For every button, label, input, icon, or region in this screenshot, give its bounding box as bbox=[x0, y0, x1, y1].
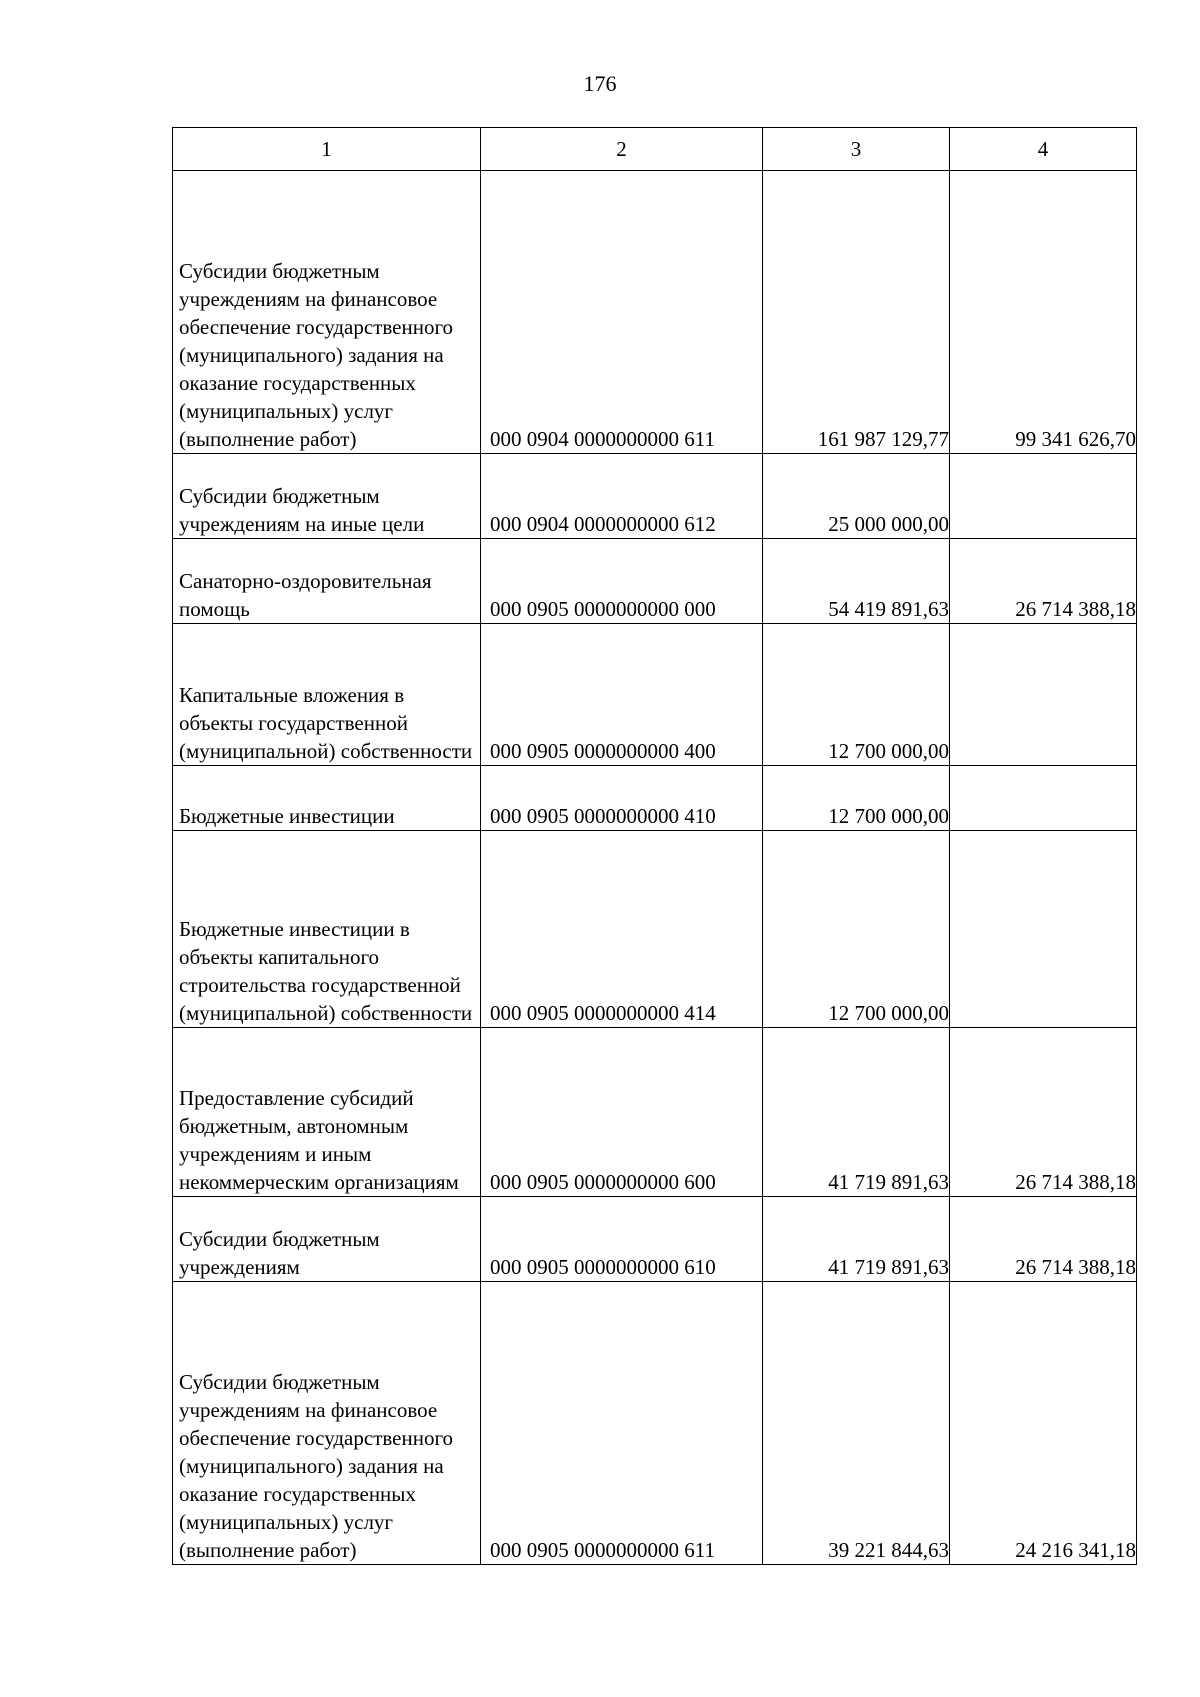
row-name: Санаторно-оздоровительная помощь bbox=[173, 539, 481, 624]
row-amount: 41 719 891,63 bbox=[763, 1028, 950, 1197]
row-amount: 12 700 000,00 bbox=[763, 766, 950, 831]
row-amount: 54 419 891,63 bbox=[763, 539, 950, 624]
table-row bbox=[173, 766, 1137, 831]
row-code: 000 0905 0000000000 400 bbox=[481, 624, 763, 766]
row-code: 000 0905 0000000000 414 bbox=[481, 831, 763, 1028]
row-name: Субсидии бюджетным учреждениям на иные цели bbox=[173, 454, 481, 539]
table-row bbox=[173, 624, 1137, 766]
table-row bbox=[173, 454, 1137, 539]
table-row bbox=[173, 171, 1137, 454]
row-name: Субсидии бюджетным учреждениям на финансовое обеспечение государственного (муниципального) задания на оказание государственных (муниципальных) услуг (выполнение работ) bbox=[173, 171, 481, 454]
row-name: Субсидии бюджетным учреждениям на финансовое обеспечение государственного (муниципального) задания на оказание государственных (муниципальных) услуг (выполнение работ) bbox=[173, 1282, 481, 1565]
row-executed: 24 216 341,18 bbox=[950, 1282, 1137, 1565]
row-executed bbox=[950, 831, 1137, 1028]
row-code: 000 0905 0000000000 410 bbox=[481, 766, 763, 831]
row-amount: 39 221 844,63 bbox=[763, 1282, 950, 1565]
column-header-4: 4 bbox=[950, 128, 1137, 171]
page-number: 176 bbox=[583, 71, 617, 96]
table-row bbox=[173, 539, 1137, 624]
row-amount: 161 987 129,77 bbox=[763, 171, 950, 454]
row-name: Капитальные вложения в объекты государственной (муниципальной) собственности bbox=[173, 624, 481, 766]
column-header-2: 2 bbox=[481, 128, 763, 171]
table-row bbox=[173, 1197, 1137, 1282]
row-code: 000 0905 0000000000 611 bbox=[481, 1282, 763, 1565]
table-row bbox=[173, 1028, 1137, 1197]
row-executed: 99 341 626,70 bbox=[950, 171, 1137, 454]
table-row bbox=[173, 831, 1137, 1028]
row-code: 000 0904 0000000000 611 bbox=[481, 171, 763, 454]
row-executed: 26 714 388,18 bbox=[950, 539, 1137, 624]
row-code: 000 0904 0000000000 612 bbox=[481, 454, 763, 539]
row-executed: 26 714 388,18 bbox=[950, 1197, 1137, 1282]
row-name: Предоставление субсидий бюджетным, автономным учреждениям и иным некоммерческим организациям bbox=[173, 1028, 481, 1197]
row-executed bbox=[950, 454, 1137, 539]
row-amount: 12 700 000,00 bbox=[763, 624, 950, 766]
table-header-row bbox=[173, 128, 1137, 171]
table-row bbox=[173, 1282, 1137, 1565]
row-code: 000 0905 0000000000 000 bbox=[481, 539, 763, 624]
row-amount: 12 700 000,00 bbox=[763, 831, 950, 1028]
column-header-1: 1 bbox=[173, 128, 481, 171]
row-name: Бюджетные инвестиции bbox=[173, 766, 481, 831]
row-executed bbox=[950, 624, 1137, 766]
row-name: Субсидии бюджетным учреждениям bbox=[173, 1197, 481, 1282]
row-code: 000 0905 0000000000 600 bbox=[481, 1028, 763, 1197]
row-executed: 26 714 388,18 bbox=[950, 1028, 1137, 1197]
row-amount: 25 000 000,00 bbox=[763, 454, 950, 539]
column-header-3: 3 bbox=[763, 128, 950, 171]
row-name: Бюджетные инвестиции в объекты капитального строительства государственной (муниципальной) собственности bbox=[173, 831, 481, 1028]
row-amount: 41 719 891,63 bbox=[763, 1197, 950, 1282]
budget-table bbox=[172, 127, 1137, 1565]
row-code: 000 0905 0000000000 610 bbox=[481, 1197, 763, 1282]
row-executed bbox=[950, 766, 1137, 831]
